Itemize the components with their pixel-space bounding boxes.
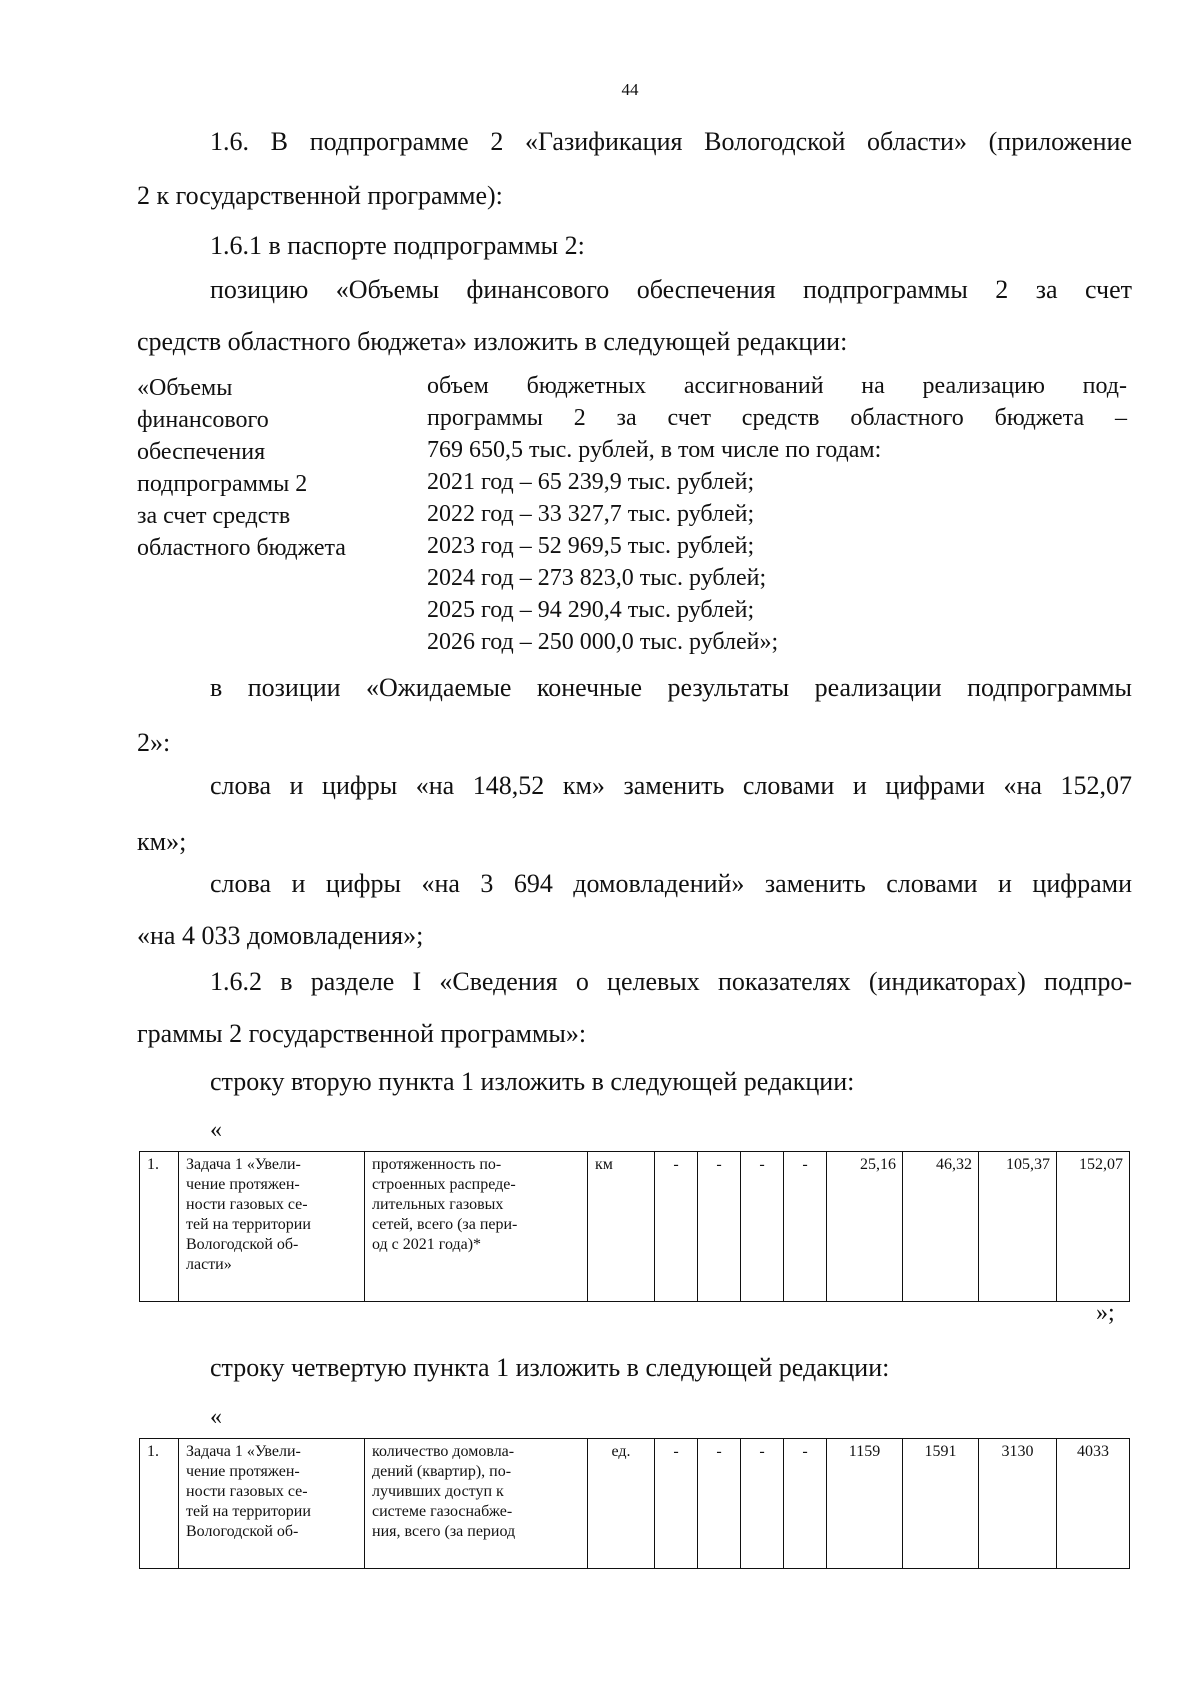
row-number: 1.: [140, 1439, 179, 1569]
passport-left-line: за счет средств: [137, 503, 291, 529]
indicator-line: лительных газовых: [372, 1196, 504, 1213]
indicator-line: дений (квартир), по-: [372, 1463, 512, 1480]
value-cell: 152,07: [1057, 1152, 1130, 1302]
passport-left-column: [137, 372, 397, 564]
indicator-line: сетей, всего (за пери-: [372, 1216, 518, 1233]
passport-right-line: 2026 год – 250 000,0 тыс. рублей»;: [427, 629, 779, 655]
passport-right-line: 2023 год – 52 969,5 тыс. рублей;: [427, 533, 755, 559]
value-cell: 1159: [827, 1439, 903, 1569]
passport-left-line: обеспечения: [137, 439, 266, 465]
value-cell: -: [655, 1152, 698, 1302]
passport-left-line: финансового: [137, 407, 269, 433]
indicator-table-row4: [139, 1438, 1130, 1569]
passport-left-line: областного бюджета: [137, 535, 346, 561]
para-km-line1: слова и цифры «на 148,52 км» заменить словами и цифрами «на 152,07: [210, 771, 1132, 800]
passport-right-line: 2021 год – 65 239,9 тыс. рублей;: [427, 469, 755, 495]
para-homes-line1: слова и цифры «на 3 694 домовладений» заменить словами и цифрами: [210, 869, 1132, 898]
passport-right-line: 2022 год – 33 327,7 тыс. рублей;: [427, 501, 755, 527]
value-cell: 1591: [903, 1439, 979, 1569]
task-line: Задача 1 «Увели-: [186, 1156, 301, 1173]
task-line: чение протяжен-: [186, 1176, 300, 1193]
task-line: ности газовых се-: [186, 1483, 308, 1500]
task-line: тей на территории: [186, 1216, 311, 1233]
para-results-line1: в позиции «Ожидаемые конечные результаты реализации подпрограммы: [210, 673, 1132, 702]
value-cell: -: [741, 1152, 784, 1302]
value-cell: -: [655, 1439, 698, 1569]
para-position-line1: позицию «Объемы финансового обеспечения подпрограммы 2 за счет: [210, 275, 1132, 304]
indicator-line: строенных распреде-: [372, 1176, 516, 1193]
passport-right-line: 769 650,5 тыс. рублей, в том числе по годам:: [427, 437, 882, 463]
para-1-6-2-line2: граммы 2 государственной программы»:: [137, 1019, 587, 1048]
passport-left-line: подпрограммы 2: [137, 471, 308, 497]
para-results-line2: 2»:: [137, 728, 171, 757]
row-number: 1.: [140, 1152, 179, 1302]
task-line: ласти»: [186, 1256, 232, 1273]
indicator-line: протяженность по-: [372, 1156, 502, 1173]
value-cell: 46,32: [903, 1152, 979, 1302]
passport-block: [137, 372, 1127, 667]
task-line: Вологодской об-: [186, 1523, 299, 1540]
close-quote: »;: [1096, 1300, 1115, 1326]
value-cell: 25,16: [827, 1152, 903, 1302]
indicator-cell: [365, 1439, 588, 1569]
para-position-line2: средств областного бюджета» изложить в следующей редакции:: [137, 327, 848, 356]
passport-right-column: [427, 370, 1127, 658]
indicator-line: системе газоснабже-: [372, 1503, 513, 1520]
task-cell: [179, 1439, 365, 1569]
passport-right-line: 2025 год – 94 290,4 тыс. рублей;: [427, 597, 755, 623]
passport-left-line: «Объемы: [137, 375, 233, 401]
value-cell: 4033: [1057, 1439, 1130, 1569]
unit-cell: км: [588, 1152, 655, 1302]
passport-right-line: программы 2 за счет средств областного бюджета –: [427, 405, 1127, 431]
indicator-table-row2: [139, 1151, 1130, 1302]
value-cell: -: [698, 1152, 741, 1302]
para-km-line2: км»;: [137, 827, 187, 856]
para-1-6-1: 1.6.1 в паспорте подпрограммы 2:: [210, 231, 585, 260]
para-1-6-line1: 1.6. В подпрограмме 2 «Газификация Вологодской области» (приложение: [210, 127, 1132, 156]
para-1-6-2-line1: 1.6.2 в разделе I «Сведения о целевых показателях (индикаторах) подпро-: [210, 967, 1132, 996]
task-line: Вологодской об-: [186, 1236, 299, 1253]
page-number: 44: [621, 80, 639, 99]
task-line: чение протяжен-: [186, 1463, 300, 1480]
para-homes-line2: «на 4 033 домовладения»;: [137, 921, 424, 950]
task-cell: [179, 1152, 365, 1302]
para-1-6-line2: 2 к государственной программе):: [137, 181, 503, 210]
task-line: тей на территории: [186, 1503, 311, 1520]
value-cell: 3130: [979, 1439, 1057, 1569]
passport-right-line: 2024 год – 273 823,0 тыс. рублей;: [427, 565, 767, 591]
para-row2: строку вторую пункта 1 изложить в следующей редакции:: [210, 1067, 855, 1096]
indicator-line: од с 2021 года)*: [372, 1236, 482, 1253]
para-row4: строку четвертую пункта 1 изложить в следующей редакции:: [210, 1353, 890, 1382]
unit-cell: ед.: [588, 1439, 655, 1569]
value-cell: -: [698, 1439, 741, 1569]
task-line: Задача 1 «Увели-: [186, 1443, 301, 1460]
indicator-cell: [365, 1152, 588, 1302]
indicator-line: лучивших доступ к: [372, 1483, 504, 1500]
task-line: ности газовых се-: [186, 1196, 308, 1213]
value-cell: -: [741, 1439, 784, 1569]
value-cell: -: [784, 1152, 827, 1302]
open-quote: «: [210, 1117, 222, 1143]
open-quote-2: «: [210, 1404, 222, 1430]
value-cell: 105,37: [979, 1152, 1057, 1302]
passport-right-line: объем бюджетных ассигнований на реализацию под-: [427, 373, 1127, 399]
indicator-line: количество домовла-: [372, 1443, 515, 1460]
indicator-line: ния, всего (за период: [372, 1523, 516, 1540]
value-cell: -: [784, 1439, 827, 1569]
